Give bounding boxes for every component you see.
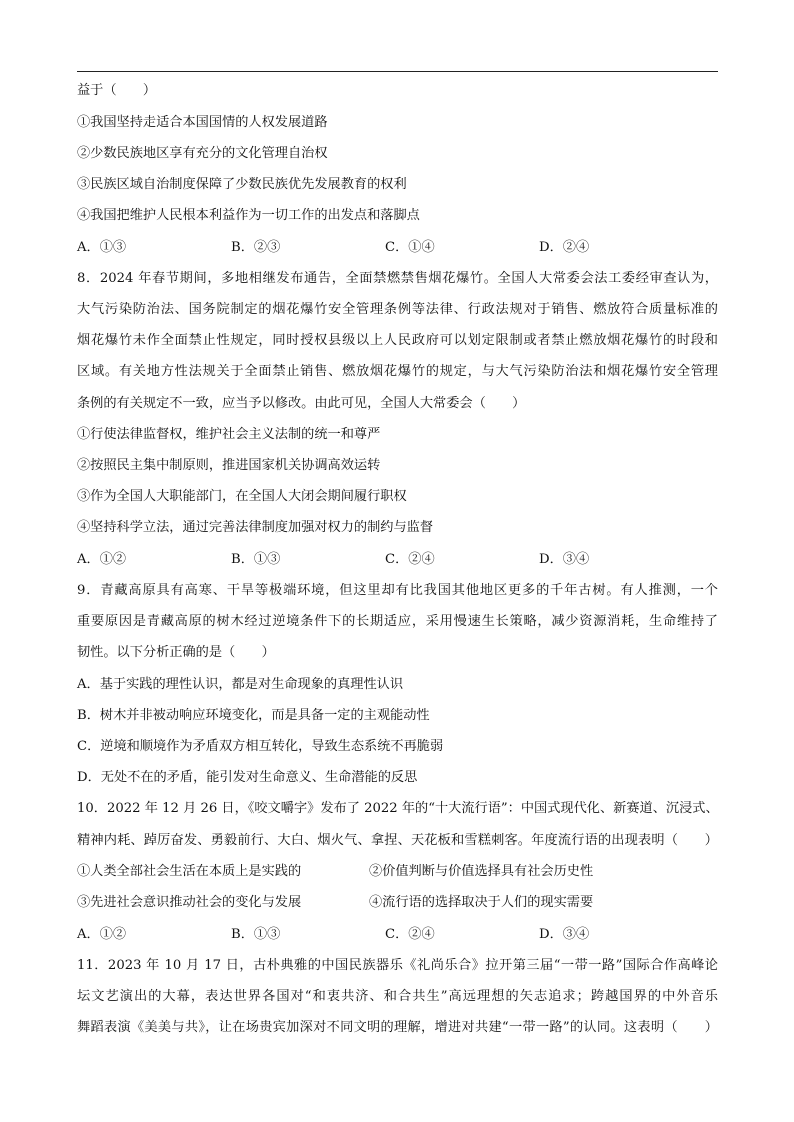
q9-option-a[interactable]: A．基于实践的理性认识，都是对生命现象的真理性认识 (77, 677, 404, 692)
q10-option-d[interactable]: D．③④ (539, 927, 590, 942)
q8-stem-line-3: 烟花爆竹未作全面禁止性规定，同时授权县级以上人民政府可以划定限制或者禁止燃放烟花爆竹的时段和 (77, 333, 718, 348)
q8-statement-3: ③作为全国人大职能部门，在全国人大闭会期间履行职权 (77, 489, 407, 504)
question-stem-continuation: 益于（ ） (77, 83, 157, 98)
q8-stem-line-4: 区域。有关地方性法规关于全面禁止销售、燃放烟花爆竹的规定，与大气污染防治法和烟花爆竹安全管理 (77, 364, 718, 379)
q8-statement-4: ④坚持科学立法，通过完善法律制度加强对权力的制约与监督 (77, 520, 434, 535)
q9-stem-line-1: 9．青藏高原具有高寒、干旱等极端环境，但这里却有比我国其他地区更多的千年古树。有人推测，一个 (77, 583, 718, 598)
q10-stem-line-1: 10．2022 年 12 月 26 日，《咬文嚼字》发布了 2022 年的“十大流行语”：中国式现代化、新赛道、沉浸式、 (77, 801, 719, 816)
q10-statement-4: ④流行语的选择取决于人们的现实需要 (369, 895, 594, 910)
q7-statement-4: ④我国把维护人民根本利益作为一切工作的出发点和落脚点 (77, 208, 420, 223)
q8-stem-line-1: 8．2024 年春节期间，多地相继发布通告，全面禁燃禁售烟花爆竹。全国人大常委会法工委经审查认为， (77, 271, 718, 286)
q10-statement-1: ①人类全部社会生活在本质上是实践的 (77, 864, 302, 879)
q10-option-a[interactable]: A．①② (77, 927, 127, 942)
q9-stem-line-2: 重要原因是青藏高原的树木经过逆境条件下的长期适应，采用慢速生长策略，减少资源消耗，生命维持了 (77, 614, 718, 629)
q9-option-d[interactable]: D．无处不在的矛盾，能引发对生命意义、生命潜能的反思 (77, 770, 418, 785)
q7-option-d[interactable]: D．②④ (539, 240, 590, 255)
q8-option-c[interactable]: C．②④ (385, 552, 435, 567)
q11-stem-line-1: 11．2023 年 10 月 17 日，古朴典雅的中国民族器乐《礼尚乐合》拉开第三届“一带一路”国际合作高峰论 (77, 958, 718, 973)
q9-option-b[interactable]: B．树木并非被动响应环境变化，而是具备一定的主观能动性 (77, 708, 430, 723)
q10-statement-2: ②价值判断与价值选择具有社会历史性 (369, 864, 594, 879)
q8-statement-1: ①行使法律监督权，维护社会主义法制的统一和尊严 (77, 427, 381, 442)
q10-stem-line-2: 精神内耗、踔厉奋发、勇毅前行、大白、烟火气、拿捏、天花板和雪糕刺客。年度流行语的出现表明（ ） (77, 833, 718, 848)
q8-option-d[interactable]: D．③④ (539, 552, 590, 567)
header-rule (77, 71, 718, 72)
q8-statement-2: ②按照民主集中制原则，推进国家机关协调高效运转 (77, 458, 381, 473)
q7-statement-1: ①我国坚持走适合本国国情的人权发展道路 (77, 115, 328, 130)
q11-stem-line-2: 坛文艺演出的大幕，表达世界各国对“和衷共济、和合共生”高远理想的矢志追求；跨越国界的中外音乐 (77, 989, 718, 1004)
q7-option-b[interactable]: B．②③ (231, 240, 281, 255)
q8-stem-line-5: 条例的有关规定不一致，应当予以修改。由此可见，全国人大常委会（ ） (77, 396, 526, 411)
q10-option-c[interactable]: C．②④ (385, 927, 435, 942)
q11-stem-line-3: 舞蹈表演《美美与共》，让在场贵宾加深对不同文明的理解，增进对共建“一带一路”的认同。这表明（ ） (77, 1020, 718, 1035)
q7-statement-3: ③民族区域自治制度保障了少数民族优先发展教育的权利 (77, 177, 407, 192)
q7-option-a[interactable]: A．①③ (77, 240, 127, 255)
q9-option-c[interactable]: C．逆境和顺境作为矛盾双方相互转化，导致生态系统不再脆弱 (77, 739, 444, 754)
q10-option-b[interactable]: B．①③ (231, 927, 281, 942)
q8-option-a[interactable]: A．①② (77, 552, 127, 567)
q8-option-b[interactable]: B．①③ (231, 552, 281, 567)
q8-stem-line-2: 大气污染防治法、国务院制定的烟花爆竹安全管理条例等法律、行政法规对于销售、燃放符合质量标准的 (77, 302, 718, 317)
q7-statement-2: ②少数民族地区享有充分的文化管理自治权 (77, 146, 328, 161)
q9-stem-line-3: 韧性。以下分析正确的是（ ） (77, 645, 275, 660)
q7-option-c[interactable]: C．①④ (385, 240, 435, 255)
q10-statement-3: ③先进社会意识推动社会的变化与发展 (77, 895, 302, 910)
